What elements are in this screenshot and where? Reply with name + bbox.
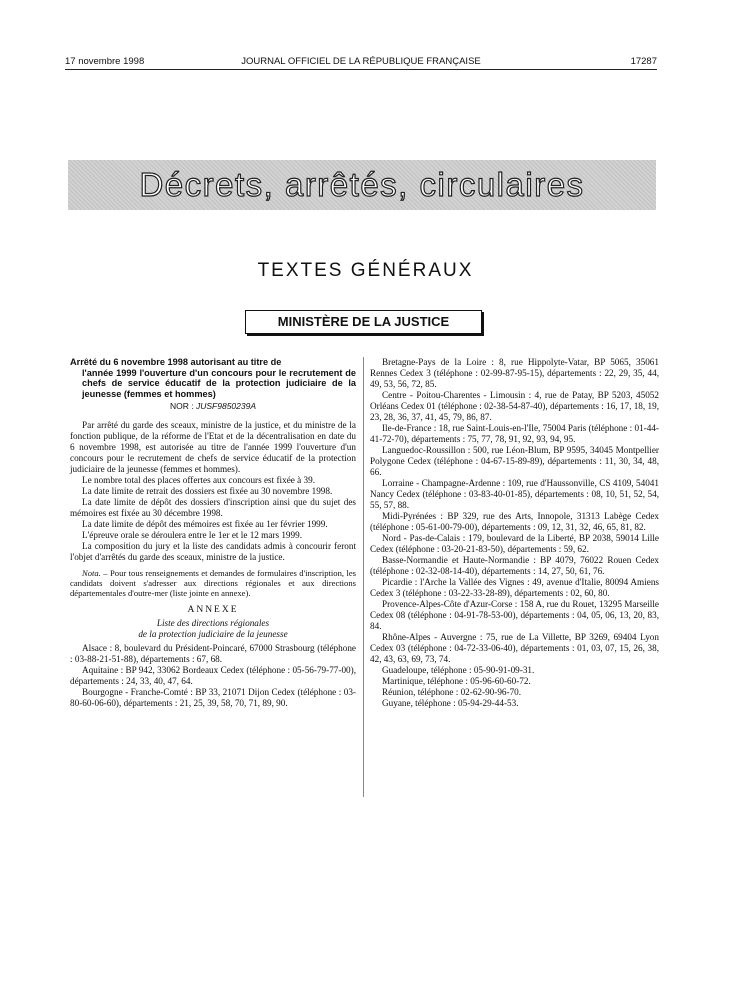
list-item: Aquitaine : BP 942, 33062 Bordeaux Cedex (téléphone : 05-56-79-77-00), départements : 24, 33, 40, 47, 64. <box>70 665 356 686</box>
header-rule <box>65 69 657 70</box>
paragraph: La date limite de dépôt des mémoires est fixée au 1er février 1999. <box>82 519 328 529</box>
annexe-title: ANNEXE <box>187 605 239 615</box>
left-column <box>70 357 356 709</box>
annexe-subtitle: de la protection judiciaire de la jeunesse <box>138 629 288 639</box>
header-journal-title: JOURNAL OFFICIEL DE LA RÉPUBLIQUE FRANÇAISE <box>241 56 481 67</box>
banner-title: Décrets, arrêtés, circulaires <box>139 166 585 203</box>
list-item: Alsace : 8, boulevard du Président-Poincaré, 67000 Strasbourg (téléphone : 03-88-21-51-88), départements : 67, 68. <box>70 643 356 664</box>
list-item: Martinique, téléphone : 05-96-60-60-72. <box>382 676 531 686</box>
list-item: Bourgogne - Franche-Comté : BP 33, 21071 Dijon Cedex (téléphone : 03-80-60-06-60), départements : 21, 25, 39, 58, 70, 71, 89, 90. <box>70 687 356 708</box>
section-title: TEXTES GÉNÉRAUX <box>257 260 474 281</box>
annexe-subtitle: Liste des directions régionales <box>156 618 270 628</box>
list-item: Picardie : l'Arche la Vallée des Vignes : 49, avenue d'Italie, 80094 Amiens Cedex 3 (téléphone : 03-22-33-28-89), départements : 02, 60, 80. <box>370 577 659 598</box>
arrete-title-first: Arrêté du 6 novembre 1998 autorisant au titre de <box>70 357 282 367</box>
nota-label: Nota. <box>82 568 101 578</box>
arrete-title <box>70 357 356 399</box>
paragraph: La date limite de dépôt des dossiers d'inscription ainsi que du sujet des mémoires est fixée au 30 décembre 1998. <box>70 497 356 518</box>
right-column <box>370 357 659 709</box>
list-item: Lorraine - Champagne-Ardenne : 109, rue d'Haussonville, CS 4109, 54041 Nancy Cedex (téléphone : 03-83-40-01-85), départements : 08, 10, 51, 52, 54, 55, 57, 88. <box>370 478 659 510</box>
list-item: Rhône-Alpes - Auvergne : 75, rue de La Villette, BP 3269, 69404 Lyon Cedex 03 (téléphone : 04-72-33-06-40), départements : 01, 03, 07, 15, 26, 38, 42, 43, 63, 69, 73, 74. <box>370 632 659 664</box>
list-item: Centre - Poitou-Charentes - Limousin : 4, rue de Patay, BP 5203, 45052 Orléans Cedex 01 (téléphone : 02-38-54-87-40), départements : 16, 17, 18, 19, 23, 28, 36, 37, 41, 45, 79, 86, 87. <box>370 390 659 422</box>
nota-text: – Pour tous renseignements et demandes de formulaires d'inscription, les candidats doivent s'adresser aux directions régionales et aux directions départementales d'outre-mer (liste jointe en annexe). <box>70 568 356 598</box>
nota <box>70 568 356 598</box>
header-date: 17 novembre 1998 <box>65 56 145 67</box>
section-banner <box>68 160 656 210</box>
list-item: Languedoc-Roussillon : 500, rue Léon-Blum, BP 9595, 34045 Montpellier Polygone Cedex (téléphone : 04-67-15-89-89), départements : 11, 30, 34, 48, 66. <box>370 445 659 477</box>
ministry-box: MINISTÈRE DE LA JUSTICE <box>245 310 482 334</box>
header-page-number: 17287 <box>630 56 657 67</box>
nor-label: NOR : <box>169 401 194 411</box>
paragraph: La composition du jury et la liste des candidats admis à concourir feront l'objet d'arrêtés du garde des sceaux, ministre de la justice. <box>70 541 356 562</box>
list-item: Réunion, téléphone : 02-62-90-96-70. <box>382 687 522 697</box>
list-item: Bretagne-Pays de la Loire : 8, rue Hippolyte-Vatar, BP 5065, 35061 Rennes Cedex 3 (téléphone : 02-99-87-95-15), départements : 22, 29, 35, 44, 49, 53, 56, 72, 85. <box>370 357 659 389</box>
list-item: Guadeloupe, téléphone : 05-90-91-09-31. <box>382 665 535 675</box>
list-item: Ile-de-France : 18, rue Saint-Louis-en-l'Ile, 75004 Paris (téléphone : 01-44-41-72-70), départements : 75, 77, 78, 91, 92, 93, 94, 95. <box>370 423 659 444</box>
list-item: Nord - Pas-de-Calais : 179, boulevard de la Liberté, BP 2038, 59014 Lille Cedex (téléphone : 03-20-21-83-50), départements : 59, 62. <box>370 533 659 554</box>
paragraph: Le nombre total des places offertes aux concours est fixée à 39. <box>82 475 316 485</box>
nor-reference <box>70 401 356 412</box>
arrete-title-rest: l'année 1999 l'ouverture d'un concours pour le recrutement de chefs de service éducatif de la protection judiciaire de la jeunesse (femmes et hommes) <box>82 367 356 399</box>
list-item: Provence-Alpes-Côte d'Azur-Corse : 158 A, rue du Rouet, 13295 Marseille Cedex 08 (téléphone : 04-91-78-53-00), départements : 04, 05, 06, 13, 20, 83, 84. <box>370 599 659 631</box>
paragraph: Par arrêté du garde des sceaux, ministre de la justice, et du ministre de la fonction publique, de la réforme de l'Etat et de la décentralisation en date du 6 novembre 1998, est autorisée au titre de l'année 1999 l'ouverture d'un concours pour le recrutement de chefs de service éducatif de la protection judiciaire de la jeunesse (femmes et hommes). <box>70 420 356 474</box>
paragraph: La date limite de retrait des dossiers est fixée au 30 novembre 1998. <box>82 486 333 496</box>
column-divider <box>363 357 364 797</box>
paragraph: L'épreuve orale se déroulera entre le 1er et le 12 mars 1999. <box>82 530 303 540</box>
list-item: Basse-Normandie et Haute-Normandie : BP 4079, 76022 Rouen Cedex (téléphone : 02-32-08-14-40), départements : 14, 27, 50, 61, 76. <box>370 555 659 576</box>
nor-code: JUSF9850239A <box>195 401 256 411</box>
list-item: Midi-Pyrénées : BP 329, rue des Arts, Innopole, 31313 Labège Cedex (téléphone : 05-61-00-79-00), départements : 09, 12, 31, 32, 46, 65, 81, 82. <box>370 511 659 532</box>
list-item: Guyane, téléphone : 05-94-29-44-53. <box>382 698 519 708</box>
